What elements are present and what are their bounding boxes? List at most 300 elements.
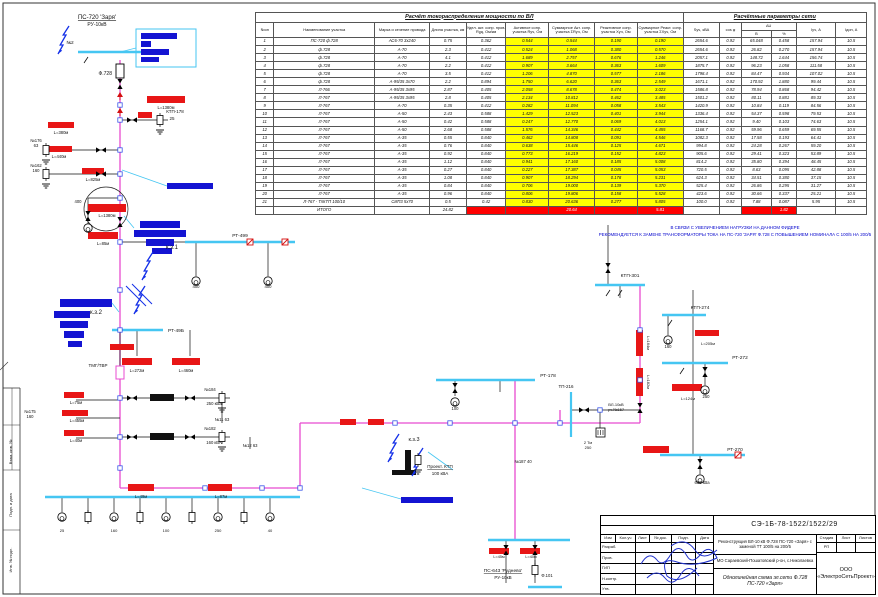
table-cell: 0.190 <box>637 38 683 46</box>
table-cell: 10 <box>256 110 274 118</box>
table-cell: 4.823 <box>637 150 683 158</box>
table-cell: 17 <box>256 166 274 174</box>
table-cell: 65.048 <box>741 38 772 46</box>
table-cell: 0.96 <box>430 190 467 198</box>
table-cell: 10.5 <box>836 46 867 54</box>
diagram-label: к.з.2 <box>89 310 103 316</box>
col-header: Sуч, кВА <box>683 23 720 38</box>
table-cell: 0.92 <box>720 78 741 86</box>
diagram-label: 250 <box>702 394 710 399</box>
table-cell: 10.5 <box>836 150 867 158</box>
table-cell: 0.773 <box>506 150 549 158</box>
table-cell: 10.5 <box>836 118 867 126</box>
table-cell: 16.219 <box>549 150 595 158</box>
table-row <box>256 70 867 78</box>
diagram-label: 160 <box>32 168 40 173</box>
diagram-label: L=75м <box>69 400 83 405</box>
diagram-label: L=164м <box>646 336 651 350</box>
table-cell: 16 <box>256 158 274 166</box>
totals-cell <box>466 206 506 214</box>
diagram-label: 160 кВА <box>206 440 222 445</box>
table-cell: 0.840 <box>466 158 506 166</box>
diagram-label: к.з.1 <box>165 245 179 251</box>
table-cell: 4.671 <box>637 142 683 150</box>
table-cell: 1.609 <box>637 62 683 70</box>
col-header: Активное сопр. участка Rуч, Ом <box>506 23 549 38</box>
table-cell: 19.000 <box>549 182 595 190</box>
table-row <box>256 182 867 190</box>
diagram-label: РТ-178 <box>540 374 556 379</box>
table-cell: 78.94 <box>741 86 772 94</box>
table-cell: 0.227 <box>506 166 549 174</box>
table-cell: 2.186 <box>637 70 683 78</box>
table-title-right: Расчётные параметры сети <box>683 13 866 23</box>
table-row <box>256 158 867 166</box>
table-cell: 19 <box>256 182 274 190</box>
table-cell: 0.577 <box>595 70 638 78</box>
table-cell: 1.206 <box>506 70 549 78</box>
table-cell: 0.119 <box>772 102 796 110</box>
table-cell: А-70 <box>375 46 430 54</box>
table-cell: 0.806 <box>506 190 549 198</box>
table-cell: 84.56 <box>796 102 836 110</box>
table-cell: 11.094 <box>549 102 595 110</box>
table-cell: 3.023 <box>637 86 683 94</box>
table-cell: 0.069 <box>595 118 638 126</box>
table-cell: 0.058 <box>595 102 638 110</box>
tb-role: ГИП <box>601 563 635 573</box>
table-cell: 14 <box>256 142 274 150</box>
table-cell: 5.95 <box>796 198 836 206</box>
table-cell: 31.27 <box>796 182 836 190</box>
table-cell: 0.92 <box>720 38 741 46</box>
totals-cell <box>256 206 274 214</box>
table-cell: 0.045 <box>595 166 638 174</box>
table-cell: 0.659 <box>772 126 796 134</box>
table-row <box>256 62 867 70</box>
table-cell: 0.676 <box>595 54 638 62</box>
tb-sign-cell <box>671 563 695 573</box>
table-cell: А-35 <box>375 158 430 166</box>
table-cell: 0.92 <box>430 150 467 158</box>
table-cell: 10.5 <box>836 134 867 142</box>
table-cell: 5.805 <box>637 198 683 206</box>
table-cell: 720.5 <box>683 166 720 174</box>
totals-cell: 1.82 <box>772 206 796 214</box>
table-cell: Л-767 <box>274 158 375 166</box>
table-cell: А-95/35 3х95 <box>375 94 430 102</box>
table-cell: 0.638 <box>506 142 549 150</box>
table-cell: 4 <box>256 62 274 70</box>
table-cell: 19.806 <box>549 190 595 198</box>
table-cell: 11 <box>256 118 274 126</box>
table-cell: 0.185 <box>595 158 638 166</box>
tb-date-cell <box>695 573 713 583</box>
table-cell: 17.160 <box>549 158 595 166</box>
tb-hdr-cell: Изм <box>601 534 615 542</box>
tb-stage-hdr: Листов <box>855 534 875 542</box>
diagram-label: 160 <box>110 528 118 533</box>
table-cell: 20.636 <box>549 198 595 206</box>
diagram-label: L=40м <box>69 438 83 443</box>
table-cell: 1671.1 <box>683 78 720 86</box>
table-cell: 10.5 <box>836 38 867 46</box>
table-cell: 0.55 <box>430 134 467 142</box>
table-cell: 6.620 <box>549 78 595 86</box>
table-cell: А-35 <box>375 134 430 142</box>
table-cell: 54.37 <box>741 110 772 118</box>
totals-cell: ИТОГО <box>274 206 375 214</box>
table-cell: 74.63 <box>796 118 836 126</box>
table-cell: А-35 <box>375 142 430 150</box>
tb-role: Утв. <box>601 584 635 594</box>
table-cell: 1.058 <box>772 62 796 70</box>
table-cell: 100.0 <box>683 198 720 206</box>
table-cell: 0.830 <box>506 198 549 206</box>
diagram-label: Подп. и дата <box>8 493 13 517</box>
table-cell: 0.588 <box>466 110 506 118</box>
tb-name-cell <box>635 542 671 552</box>
table-cell: 1.689 <box>506 54 549 62</box>
table-cell: 0.840 <box>466 142 506 150</box>
table-cell: 10.5 <box>836 86 867 94</box>
table-cell: А-35 <box>375 166 430 174</box>
table-cell: 624.3 <box>683 174 720 182</box>
diagram-label: 100 <box>162 528 170 533</box>
totals-cell <box>720 206 741 214</box>
table-cell: А-35 <box>375 182 430 190</box>
table-cell: 1.644 <box>772 54 796 62</box>
table-cell: 5.528 <box>637 190 683 198</box>
table-cell: Л-767 - ТпКТП 100/10 <box>274 198 375 206</box>
tb-stage-hdr: Лист <box>836 534 855 542</box>
table-cell: ф.728 <box>274 62 375 70</box>
table-cell: 89.33 <box>796 94 836 102</box>
revision-row <box>601 516 713 525</box>
table-cell: 34.51 <box>741 174 772 182</box>
table-title-left: Расчёт токораспределения мощности по ВЛ <box>256 13 684 23</box>
table-cell: 0.27 <box>430 166 467 174</box>
table-row <box>256 174 867 182</box>
table-cell: 94.42 <box>796 86 836 94</box>
table-cell: 2.134 <box>506 94 549 102</box>
table-cell: 0.462 <box>506 134 549 142</box>
totals-row <box>256 206 867 214</box>
table-cell: Л-767 <box>274 94 375 102</box>
table-cell: 0.92 <box>720 62 741 70</box>
table-cell: 4.546 <box>637 134 683 142</box>
table-cell: Л-767 <box>274 142 375 150</box>
diagram-label: L=45м <box>493 555 505 559</box>
diagram-label: №175 <box>24 409 36 414</box>
table-cell: 905.6 <box>683 150 720 158</box>
diagram-label: Инв. № подл. <box>8 547 13 573</box>
table-cell: 1875.7 <box>683 62 720 70</box>
table-row <box>256 198 867 206</box>
table-cell: 59.20 <box>796 142 836 150</box>
diagram-label: РТ-499 <box>232 234 248 239</box>
table-cell: 35.80 <box>741 158 772 166</box>
col-header: Iдоп, А <box>836 23 867 38</box>
diagram-label: №11 63 <box>214 417 230 422</box>
tb-role: Пров. <box>601 552 635 562</box>
tb-hdr-cell: Кол.уч <box>615 534 635 542</box>
table-cell: 79.53 <box>796 110 836 118</box>
table-row <box>256 46 867 54</box>
table-cell: 0.92 <box>720 126 741 134</box>
table-cell: 64.41 <box>796 134 836 142</box>
diagram-label: 400 <box>264 284 272 289</box>
diagram-label: №12 63 <box>242 443 258 448</box>
tb-role: Разраб. <box>601 542 635 552</box>
table-cell: 15.446 <box>549 142 595 150</box>
col-header: Реактивное сопр. участка Xуч, Ом <box>595 23 638 38</box>
diagram-label: КТП-274 <box>690 306 710 311</box>
diagram-label: 100 кВА <box>431 471 449 476</box>
col-header: Суммарное Реакт. сопр. участка ΣXуч, Ом <box>637 23 683 38</box>
table-cell: 0.412 <box>466 46 506 54</box>
table-cell: 0.92 <box>720 102 741 110</box>
diagram-label: L=85м <box>96 241 110 246</box>
table-cell: 3.664 <box>549 62 595 70</box>
table-cell: 0.894 <box>466 78 506 86</box>
table-cell: Л-767 <box>274 110 375 118</box>
calc-table-grid <box>255 12 867 215</box>
table-cell: 59.96 <box>741 126 772 134</box>
table-cell: 10.5 <box>836 126 867 134</box>
table-cell: 0.92 <box>720 150 741 158</box>
diagram-label: ВЛ-10кВ <box>608 402 624 407</box>
table-cell: 0.706 <box>506 182 549 190</box>
table-cell: 0.412 <box>466 54 506 62</box>
doc-number: СЭ-1Б-78-1522/1522/29 <box>713 516 875 534</box>
col-header: Длина участка, км <box>430 23 467 38</box>
totals-cell: 5.81 <box>637 206 683 214</box>
table-cell: 0.840 <box>466 174 506 182</box>
diagram-label: L=205м <box>701 341 715 346</box>
diagram-label: КТП-178 <box>166 109 184 114</box>
table-cell: 2.549 <box>637 78 683 86</box>
table-cell: 3.944 <box>637 110 683 118</box>
table-cell: 10.5 <box>836 166 867 174</box>
table-cell: 2.68 <box>430 126 467 134</box>
tb-name-cell <box>635 573 671 583</box>
table-cell: 0.92 <box>720 70 741 78</box>
table-cell: АС6-70 3х240 <box>375 38 430 46</box>
table-cell: 1501.2 <box>683 94 720 102</box>
diagram-label: ТП-216 <box>558 384 574 389</box>
table-cell: 0.5 <box>430 198 467 206</box>
project-desc-1: Реконструкция ВЛ-10 кВ Ф.728 ПС-720 «Заря» с заменой ТТ 100/5 на 200/5 <box>713 534 816 554</box>
table-cell: 10.5 <box>836 94 867 102</box>
diagram-label: Взам. инв. № <box>8 439 13 465</box>
note-line-2: РЕКОМЕНДУЕТСЯ К ЗАМЕНЕ ТРАНСФОРМАТОРЫ ТОКА НА ПС-720 'ЗАРЯ' Ф.728 С ПОВЫШЕНИЕМ НОМИНАЛА С 100/5 НА 200/5 <box>598 231 872 237</box>
table-cell: 111.58 <box>796 62 836 70</box>
col-subheader: % <box>772 30 796 38</box>
diagram-label: ПС-643 'Руднево' <box>483 569 523 574</box>
col-header: ΔU <box>741 23 796 31</box>
diagram-label: №184 <box>204 387 216 392</box>
table-cell: 0.92 <box>720 86 741 94</box>
table-cell: 0.193 <box>772 134 796 142</box>
table-cell: Л-767 <box>274 118 375 126</box>
diagram-label: ПС-720 'Заря' <box>77 15 117 21</box>
table-cell: 0.840 <box>466 134 506 142</box>
table-cell: 3.5 <box>430 70 467 78</box>
tb-role: Н.контр. <box>601 573 635 583</box>
diagram-label: L=460м <box>178 368 194 373</box>
table-cell: 0.92 <box>720 174 741 182</box>
table-cell: 84.47 <box>741 70 772 78</box>
table-cell: 814.2 <box>683 158 720 166</box>
table-row <box>256 150 867 158</box>
totals-cell <box>836 206 867 214</box>
table-cell: 1.068 <box>549 46 595 54</box>
table-cell: 1798.4 <box>683 70 720 78</box>
table-cell: 2.2 <box>430 62 467 70</box>
table-cell: 4.013 <box>637 118 683 126</box>
totals-cell <box>506 206 549 214</box>
table-cell: 0.405 <box>466 94 506 102</box>
tb-date-cell <box>695 552 713 562</box>
tb-hdr-cell: Лист <box>635 534 649 542</box>
col-header: №оп <box>256 23 274 38</box>
table-cell: 0.190 <box>595 38 638 46</box>
table-cell: СИП3 5х70 <box>375 198 430 206</box>
table-cell: 0.92 <box>720 46 741 54</box>
table-row <box>256 78 867 86</box>
project-desc-2: МО Сараевский-Пошатовский р-он, с.Николаевка <box>713 554 816 568</box>
table-cell: 0.152 <box>595 150 638 158</box>
tb-date-cell <box>695 542 713 552</box>
table-cell: 0.588 <box>466 126 506 134</box>
table-cell: 0.458 <box>772 38 796 46</box>
table-cell: 0.394 <box>772 158 796 166</box>
table-cell: А-70 <box>375 54 430 62</box>
table-cell: А-95/35 3х70 <box>375 78 430 86</box>
table-cell: 5 <box>256 70 274 78</box>
table-cell: 10.5 <box>836 110 867 118</box>
diagram-label: L=124м <box>681 396 695 401</box>
table-cell: 0.840 <box>466 150 506 158</box>
table-cell: 0.92 <box>720 166 741 174</box>
table-cell: 0.92 <box>720 182 741 190</box>
table-cell: 0.091 <box>595 134 638 142</box>
col-header: Iуч, А <box>796 23 836 38</box>
tb-hdr-cell: Подп. <box>671 534 695 542</box>
diagram-label: 630 кВа <box>694 480 710 485</box>
table-cell: 0.362 <box>466 38 506 46</box>
tb-stage-val: РП <box>816 542 836 552</box>
table-cell: 157.94 <box>796 38 836 46</box>
table-cell: 1336.4 <box>683 110 720 118</box>
tb-sign-cell <box>671 584 695 594</box>
tb-sign-cell <box>671 552 695 562</box>
table-cell: 2.757 <box>549 54 595 62</box>
diagram-label: 400 <box>74 199 82 204</box>
table-cell: 0.412 <box>466 102 506 110</box>
table-row <box>256 110 867 118</box>
table-cell: 53.89 <box>796 150 836 158</box>
table-cell: 26.82 <box>741 46 772 54</box>
table-cell: 525.4 <box>683 182 720 190</box>
diagram-label: Ф.101 <box>541 573 553 578</box>
diagram-label: 250 <box>584 445 592 450</box>
diagram-label: 25 <box>169 116 175 121</box>
table-cell: 69.55 <box>796 126 836 134</box>
table-cell: 7.88 <box>741 198 772 206</box>
table-cell: 10.5 <box>836 182 867 190</box>
table-cell: 13 <box>256 134 274 142</box>
table-row <box>256 94 867 102</box>
diagram-label: РТ-49Б <box>168 329 184 334</box>
table-cell: 10.812 <box>549 94 595 102</box>
diagram-label: уч.№157 <box>607 407 625 412</box>
table-cell: 18 <box>256 174 274 182</box>
table-cell: А-35 <box>375 150 430 158</box>
table-cell: 4.455 <box>637 126 683 134</box>
table-cell: 1.880 <box>772 78 796 86</box>
table-cell: Л-767 <box>274 174 375 182</box>
col-subheader: В <box>741 30 772 38</box>
table-cell: 0.881 <box>772 94 796 102</box>
table-cell: 0.412 <box>466 70 506 78</box>
table-cell: 0.474 <box>595 86 638 94</box>
tb-name-cell <box>635 563 671 573</box>
diagram-label: L=1380м <box>98 213 116 218</box>
table-cell: 96.23 <box>741 62 772 70</box>
drawing-title: Однолинейная схема эл.сети Ф.728 ПС-720 «Заря» <box>713 568 816 594</box>
table-row <box>256 126 867 134</box>
table-cell: 8.63 <box>741 166 772 174</box>
table-cell: Л-767 <box>274 134 375 142</box>
table-cell: 5.053 <box>637 166 683 174</box>
totals-cell <box>683 206 720 214</box>
table-cell: 2.87 <box>430 86 467 94</box>
table-cell: 2.8 <box>430 94 467 102</box>
table-cell: 0.524 <box>506 46 549 54</box>
table-cell: 0.178 <box>595 174 638 182</box>
table-row <box>256 102 867 110</box>
table-cell: 12.770 <box>549 118 595 126</box>
table-cell: 1586.8 <box>683 86 720 94</box>
table-cell: А-35 <box>375 190 430 198</box>
table-cell: 10.84 <box>741 102 772 110</box>
table-cell: 12.523 <box>549 110 595 118</box>
table-cell: 0.270 <box>772 46 796 54</box>
tb-hdr-cell: Дата <box>695 534 713 542</box>
table-cell: А-50 <box>375 126 430 134</box>
table-cell: 0.544 <box>506 38 549 46</box>
table-cell: 10.5 <box>836 62 867 70</box>
table-cell: 0.095 <box>772 166 796 174</box>
diagram-label: №162 <box>30 163 42 168</box>
table-cell: 0.401 <box>595 110 638 118</box>
table-cell: 42.88 <box>796 166 836 174</box>
totals-cell <box>796 206 836 214</box>
table-cell: 1.429 <box>506 110 549 118</box>
table-cell: 0.363 <box>595 62 638 70</box>
tb-sign-cell <box>671 542 695 552</box>
table-cell: А-35 <box>375 174 430 182</box>
organization-name: ООО «ЭлектроСетьПроект» <box>816 552 875 594</box>
totals-cell: 24.82 <box>430 206 467 214</box>
tb-stage-hdr: Стадия <box>816 534 836 542</box>
table-cell: 0.35 <box>430 102 467 110</box>
table-cell: 0.92 <box>720 142 741 150</box>
table-cell: 1082.3 <box>683 134 720 142</box>
table-cell: ф.728 <box>274 46 375 54</box>
